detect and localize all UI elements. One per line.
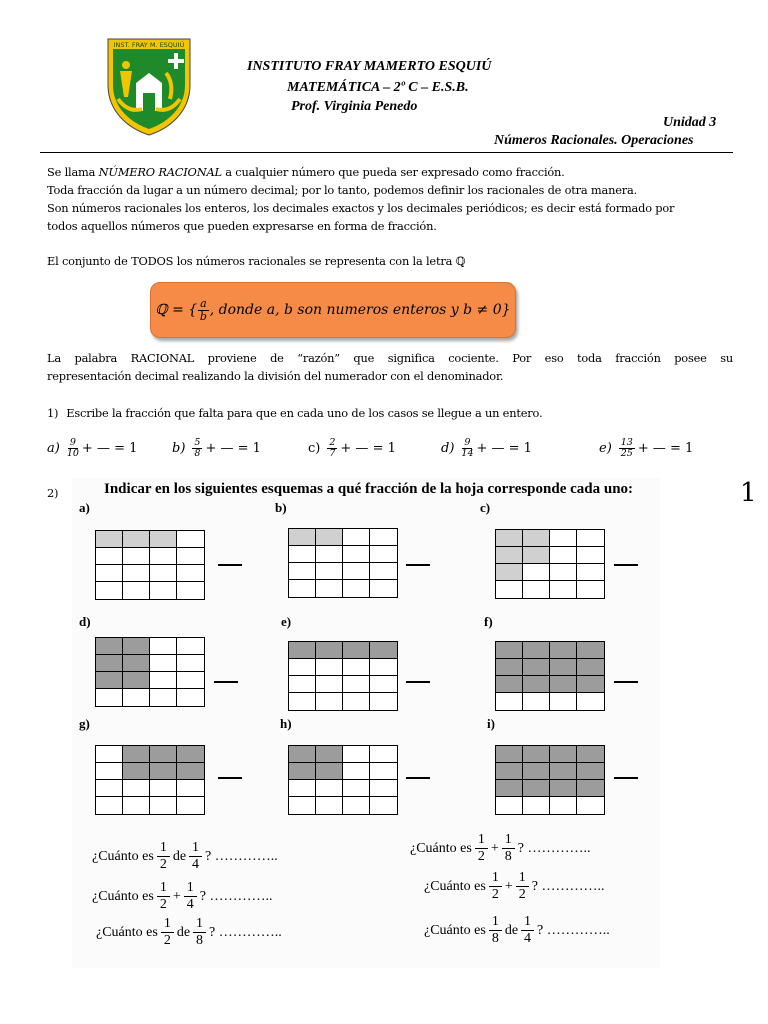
grid-cell-shaded [289,746,316,763]
exercise-2-number: 2) [47,486,59,500]
scheme-grid-a [95,530,205,600]
grid-cell [150,582,177,599]
grid-cell [177,797,204,814]
grid-cell [150,548,177,565]
scheme-label-f: f) [484,614,493,629]
grid-cell-shaded [523,642,550,659]
grid-cell [343,763,370,780]
grid-cell-shaded [550,763,577,780]
grid-cell [343,693,370,710]
grid-cell [316,546,343,563]
grid-cell-shaded [496,530,523,547]
grid-cell-shaded [150,746,177,763]
grid-cell [177,689,204,706]
grid-cell [123,548,150,565]
grid-cell-shaded [550,676,577,693]
scheme-label-i: i) [487,716,495,731]
grid-cell [96,548,123,565]
grid-cell [177,582,204,599]
grid-cell [577,547,604,564]
grid-cell [316,676,343,693]
grid-cell [150,638,177,655]
grid-cell-shaded [550,642,577,659]
grid-cell [177,531,204,548]
answer-blank-f[interactable] [614,681,638,683]
grid-cell-shaded [123,672,150,689]
grid-cell-shaded [523,763,550,780]
intro-line-1: Se llama NÚMERO RACIONAL a cualquier número que pueda ser expresado como fracción. [47,165,565,179]
grid-cell-shaded [523,780,550,797]
grid-cell [96,763,123,780]
grid-cell [550,530,577,547]
grid-cell [316,563,343,580]
page-number: 1 [740,478,757,508]
grid-cell [496,581,523,598]
grid-cell-shaded [577,780,604,797]
grid-cell [289,563,316,580]
grid-cell [343,659,370,676]
grid-cell-shaded [123,655,150,672]
intro-paragraph [47,163,737,235]
formula-fraction: $\frac{a}{b}$ [199,296,207,323]
scheme-label-d: d) [79,614,91,629]
grid-cell-shaded [577,746,604,763]
scheme-label-c: c) [480,500,491,515]
grid-cell [370,746,397,763]
grid-cell-shaded [123,531,150,548]
scheme-grid-b [288,528,398,598]
grid-cell [150,565,177,582]
grid-cell-shaded [496,780,523,797]
scheme-grid-h [288,745,398,815]
unit-label: Unidad 3 [663,115,717,130]
grid-cell [289,693,316,710]
grid-cell [289,546,316,563]
grid-cell-shaded [289,763,316,780]
grid-cell [523,797,550,814]
grid-cell-shaded [523,530,550,547]
grid-cell-shaded [577,642,604,659]
razon-line-1: La palabra RACIONAL proviene de “razón” que significa cociente. Por eso toda fracción posee su [47,351,733,365]
grid-cell-shaded [316,529,343,546]
razon-line-2: representación decimal realizando la división del numerador con el denominador. [47,369,504,383]
grid-cell-shaded [96,531,123,548]
grid-cell [150,689,177,706]
grid-cell [523,693,550,710]
grid-cell [370,763,397,780]
grid-cell [150,780,177,797]
grid-cell-shaded [289,642,316,659]
grid-cell [150,797,177,814]
header-divider [40,152,733,153]
grid-cell [550,547,577,564]
school-crest-logo [106,37,192,137]
scheme-grid-c [495,529,605,599]
grid-cell [177,655,204,672]
grid-cell-shaded [370,642,397,659]
scheme-grid-i [495,745,605,815]
grid-cell-shaded [177,763,204,780]
grid-cell [96,582,123,599]
grid-cell [343,563,370,580]
exercise-1-item-a: a) $\frac{9}{10}$ + — = 1 [47,437,138,459]
grid-cell-shaded [577,659,604,676]
grid-cell [343,529,370,546]
grid-cell [123,582,150,599]
answer-blank-e[interactable] [406,681,430,683]
grid-cell-shaded [550,746,577,763]
grid-cell-shaded [550,780,577,797]
grid-cell [550,564,577,581]
question-4: ¿Cuánto es $\frac{1}{2}$ + $\frac{1}{8}$ ? ………….. [410,832,591,864]
crest-text: INST. FRAY M. ESQUIÚ [113,41,185,49]
grid-cell-shaded [150,763,177,780]
scheme-grid-d [95,637,205,707]
grid-cell [150,672,177,689]
scheme-label-g: g) [79,716,90,731]
answer-blank-d[interactable] [214,681,238,683]
grid-cell [96,746,123,763]
grid-cell [523,581,550,598]
grid-cell [177,565,204,582]
grid-cell-shaded [316,763,343,780]
scheme-grid-e [288,641,398,711]
grid-cell [370,659,397,676]
grid-cell-shaded [496,642,523,659]
grid-cell [577,693,604,710]
grid-cell-shaded [496,547,523,564]
scheme-grid-g [95,745,205,815]
grid-cell [96,780,123,797]
grid-cell [316,797,343,814]
scheme-label-e: e) [281,614,292,629]
grid-cell [577,564,604,581]
grid-cell-shaded [523,746,550,763]
grid-cell-shaded [316,746,343,763]
exercise-2-prompt: Indicar en los siguientes esquemas a qué fracción de la hoja corresponde cada uno: [104,481,634,497]
grid-cell-shaded [496,676,523,693]
answer-blank-c[interactable] [614,564,638,566]
grid-cell-shaded [123,763,150,780]
grid-cell [550,693,577,710]
grid-cell [177,780,204,797]
scheme-grid-f [495,641,605,711]
grid-cell-shaded [289,529,316,546]
grid-cell [550,581,577,598]
grid-cell [123,780,150,797]
question-1: ¿Cuánto es $\frac{1}{2}$ de $\frac{1}{4}$ ? ………….. [92,840,278,872]
grid-cell [150,655,177,672]
grid-cell [343,746,370,763]
grid-cell [496,693,523,710]
grid-cell [289,797,316,814]
grid-cell [177,672,204,689]
grid-cell [289,780,316,797]
grid-cell [343,546,370,563]
grid-cell-shaded [316,642,343,659]
set-definition-line: El conjunto de TODOS los números racionales se representa con la letra ℚ [47,254,466,268]
answer-blank-g[interactable] [218,777,242,779]
grid-cell [177,638,204,655]
grid-cell [496,797,523,814]
razon-paragraph [47,349,733,385]
scheme-label-a: a) [79,500,90,515]
question-6: ¿Cuánto es $\frac{1}{8}$ de $\frac{1}{4}$ ? ………….. [424,914,610,946]
exercise-1-item-b: b) $\frac{5}{8}$ + — = 1 [172,437,261,459]
grid-cell [370,546,397,563]
grid-cell [370,780,397,797]
grid-cell-shaded [523,547,550,564]
exercise-1-item-d: d) $\frac{9}{14}$ + — = 1 [441,437,532,459]
grid-cell [550,797,577,814]
grid-cell [96,689,123,706]
grid-cell [96,565,123,582]
grid-cell [370,563,397,580]
grid-cell-shaded [123,746,150,763]
institute-name: INSTITUTO FRAY MAMERTO ESQUIÚ [247,59,492,74]
grid-cell [289,676,316,693]
grid-cell [523,564,550,581]
grid-cell [316,580,343,597]
grid-cell [343,676,370,693]
grid-cell-shaded [496,763,523,780]
grid-cell-shaded [523,659,550,676]
grid-cell [577,581,604,598]
answer-blank-h[interactable] [406,777,430,779]
topic-title: Números Racionales. Operaciones [494,133,694,148]
grid-cell [370,693,397,710]
scheme-label-b: b) [275,500,287,515]
teacher-name: Prof. Virginia Penedo [291,99,418,114]
grid-cell-shaded [343,642,370,659]
formula-lhs: ℚ = { [155,302,198,318]
course-title: MATEMÁTICA – 2º C – E.S.B. [287,80,469,95]
rational-set-formula [150,282,516,338]
grid-cell [370,797,397,814]
formula-condition: , donde a, b son numeros enteros y b ≠ 0} [209,302,511,318]
grid-cell [123,689,150,706]
grid-cell-shaded [96,672,123,689]
grid-cell-shaded [177,746,204,763]
grid-cell [577,530,604,547]
grid-cell [343,780,370,797]
grid-cell [96,797,123,814]
grid-cell [343,797,370,814]
grid-cell-shaded [550,659,577,676]
answer-blank-a[interactable] [218,564,242,566]
question-2: ¿Cuánto es $\frac{1}{2}$ + $\frac{1}{4}$ ? ………….. [92,880,273,912]
grid-cell [316,693,343,710]
grid-cell [123,797,150,814]
grid-cell-shaded [96,638,123,655]
answer-blank-b[interactable] [406,564,430,566]
grid-cell [343,580,370,597]
grid-cell [316,780,343,797]
question-5: ¿Cuánto es $\frac{1}{2}$ + $\frac{1}{2}$ ? ………….. [424,870,605,902]
grid-cell-shaded [150,531,177,548]
grid-cell-shaded [496,659,523,676]
grid-cell [316,659,343,676]
grid-cell [123,565,150,582]
grid-cell [577,797,604,814]
grid-cell [370,676,397,693]
intro-line-4: todos aquellos números que pueden expresarse en forma de fracción. [47,219,437,233]
grid-cell-shaded [577,763,604,780]
intro-line-3: Son números racionales los enteros, los decimales exactos y los decimales periódicos; es decir está formado por [47,201,675,215]
grid-cell [370,580,397,597]
exercise-1-item-e: e) $\frac{13}{25}$ + — = 1 [599,437,694,459]
grid-cell-shaded [523,676,550,693]
grid-cell-shaded [496,746,523,763]
scheme-label-h: h) [280,716,292,731]
exercise-1-item-c: c) $\frac{2}{7}$ + — = 1 [308,437,396,459]
grid-cell [370,529,397,546]
grid-cell-shaded [577,676,604,693]
grid-cell [289,659,316,676]
intro-line-2: Toda fracción da lugar a un número decimal; por lo tanto, podemos definir los racionales de otra manera. [47,183,638,197]
grid-cell [289,580,316,597]
exercise-1-heading: 1) Escribe la fracción que falta para que en cada uno de los casos se llegue a un entero. [47,406,543,420]
answer-blank-i[interactable] [614,777,638,779]
grid-cell-shaded [96,655,123,672]
grid-cell [177,548,204,565]
question-3: ¿Cuánto es $\frac{1}{2}$ de $\frac{1}{8}$ ? ………….. [96,916,282,948]
grid-cell-shaded [123,638,150,655]
grid-cell-shaded [496,564,523,581]
